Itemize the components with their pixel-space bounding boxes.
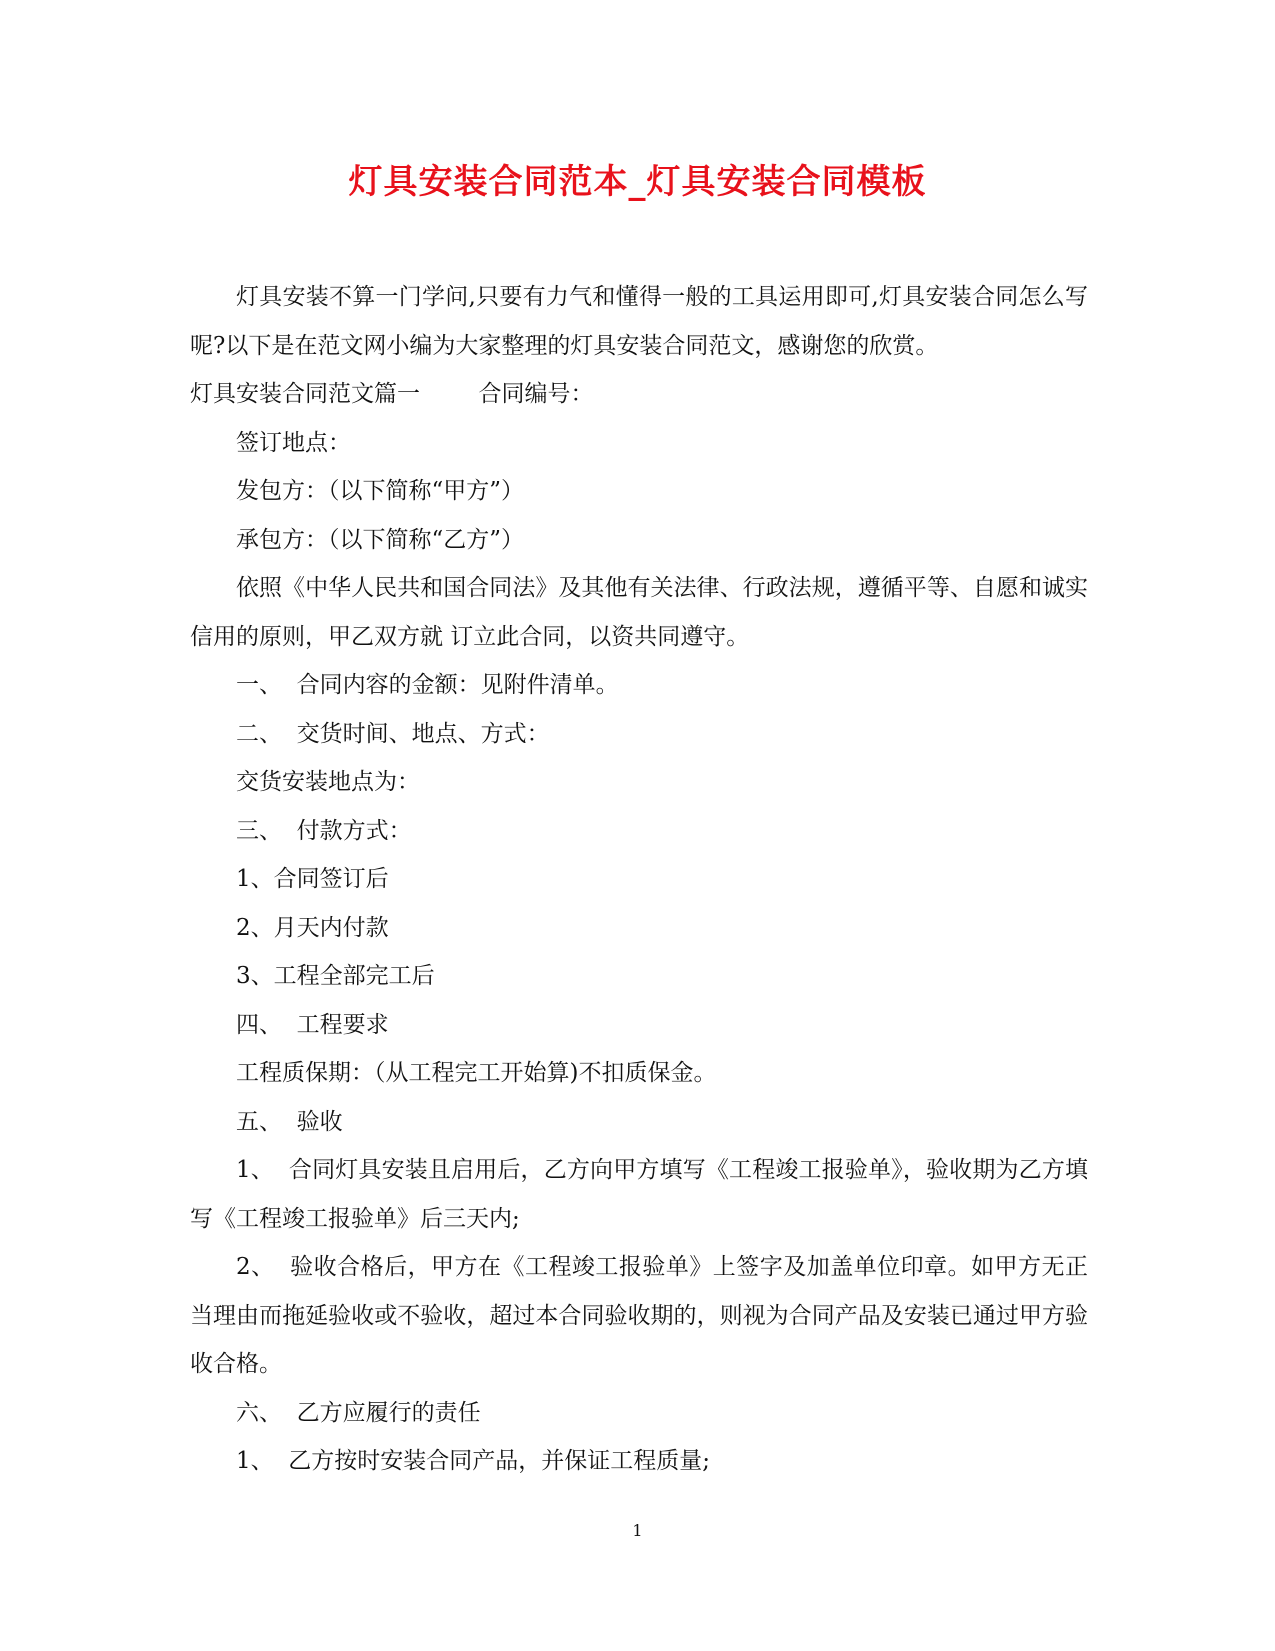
paragraph: 二、 交货时间、地点、方式： <box>236 720 550 747</box>
document-body <box>190 273 1088 1486</box>
paragraph: 四、 工程要求 <box>236 1011 389 1038</box>
paragraph: 依照《中华人民共和国合同法》及其他有关法律、行政法规，遵循平等、自愿和诚实信用的原则，甲乙双方就 订立此合同，以资共同遵守。 <box>190 575 1088 650</box>
paragraph: 五、 验收 <box>236 1108 343 1135</box>
paragraph: 2、 验收合格后，甲方在《工程竣工报验单》上签字及加盖单位印章。如甲方无正当理由而拖延验收或不验收，超过本合同验收期的，则视为合同产品及安装已通过甲方验收合格。 <box>190 1254 1088 1377</box>
paragraph: 三、 付款方式： <box>236 817 412 844</box>
paragraph: 承包方：（以下简称“乙方”） <box>236 526 525 553</box>
paragraph: 工程质保期：（从工程完工开始算)不扣质保金。 <box>236 1060 717 1086</box>
paragraph: 灯具安装不算一门学问,只要有力气和懂得一般的工具运用即可,灯具安装合同怎么写呢?以下是在范文网小编为大家整理的灯具安装合同范文，感谢您的欣赏。 <box>190 284 1088 359</box>
page-number: 1 <box>632 1521 643 1540</box>
paragraph: 1、 合同灯具安装且启用后，乙方向甲方填写《工程竣工报验单》，验收期为乙方填写《工程竣工报验单》后三天内; <box>190 1157 1088 1232</box>
paragraph: 六、 乙方应履行的责任 <box>236 1399 481 1426</box>
paragraph: 一、 合同内容的金额：见附件清单。 <box>236 672 619 698</box>
paragraph: 发包方：（以下简称“甲方”） <box>236 478 525 504</box>
paragraph: 1、合同签订后 <box>236 866 389 892</box>
paragraph: 1、 乙方按时安装合同产品，并保证工程质量; <box>236 1448 711 1474</box>
paragraph: 3、工程全部完工后 <box>236 963 435 989</box>
paragraph: 交货安装地点为： <box>236 769 420 795</box>
paragraph: 灯具安装合同范文篇一 合同编号： <box>190 381 594 407</box>
paragraph: 签订地点： <box>236 429 351 456</box>
document-title: 灯具安装合同范本_灯具安装合同模板 <box>348 162 927 202</box>
paragraph: 2、月天内付款 <box>236 914 389 941</box>
